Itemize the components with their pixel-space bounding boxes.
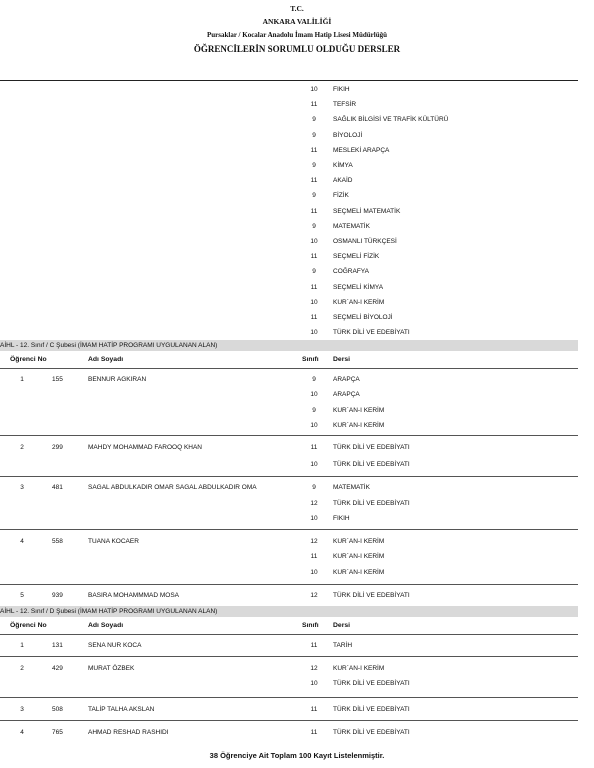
- course-row: [0, 175, 594, 186]
- course-name: SEÇMELİ BİYOLOJİ: [333, 314, 393, 321]
- course-name: FIKIH: [333, 515, 350, 523]
- course-row: [0, 389, 594, 400]
- col-grade: Sınıfı: [302, 356, 319, 363]
- course-name: TÜRK DİLİ VE EDEBİYATI: [333, 444, 410, 451]
- student-name: SAGAL ABDULKADIR OMAR SAGAL ABDULKADIR OMA: [88, 484, 257, 491]
- record-summary: 38 Öğrenciye Ait Toplam 100 Kayıt Listelenmiştir.: [209, 751, 385, 760]
- course-name: KUR`AN-I KERİM: [333, 665, 385, 672]
- student-name: SENA NUR KOCA: [88, 642, 142, 649]
- course-grade: 9: [312, 268, 316, 276]
- student-number: 131: [52, 642, 63, 649]
- header-rule: [0, 80, 578, 81]
- student-number: 508: [52, 706, 63, 713]
- course-row: [0, 84, 594, 95]
- col-name: Adı Soyadı: [88, 356, 124, 363]
- student-index: 3: [20, 484, 24, 491]
- header-school: Pursaklar / Kocalar Anadolu İmam Hatip Lisesi Müdürlüğü: [206, 31, 388, 39]
- course-name: FİZİK: [333, 192, 349, 200]
- course-name: KUR`AN-I KERİM: [333, 553, 385, 561]
- course-row: [0, 236, 594, 247]
- course-grade: 11: [310, 642, 318, 649]
- student-index: 4: [20, 729, 24, 736]
- course-row: [0, 420, 594, 431]
- student-row: [0, 536, 594, 547]
- student-separator: [0, 584, 578, 585]
- course-grade: 10: [310, 329, 318, 337]
- course-grade: 9: [312, 116, 316, 124]
- course-grade: 10: [310, 238, 318, 245]
- course-grade: 10: [310, 568, 318, 576]
- course-row: [0, 678, 594, 689]
- column-header-rule: [0, 634, 578, 635]
- course-name: TÜRK DİLİ VE EDEBİYATI: [333, 592, 410, 599]
- student-number: 429: [52, 665, 63, 672]
- course-row: [0, 405, 594, 416]
- student-name: BASIRA MOHAMMMAD MOSA: [88, 592, 180, 599]
- course-grade: 11: [310, 553, 318, 561]
- student-index: 4: [20, 538, 24, 545]
- course-name: SAĞLIK BİLGİSİ VE TRAFİK KÜLTÜRÜ: [333, 116, 449, 124]
- header-governorship: ANKARA VALİLİĞİ: [262, 17, 332, 26]
- course-grade: 10: [310, 515, 318, 523]
- student-separator: [0, 435, 578, 436]
- course-name: COĞRAFYA: [333, 268, 369, 276]
- course-name: BİYOLOJİ: [333, 131, 363, 139]
- course-name: FIKIH: [333, 86, 350, 93]
- course-row: [0, 498, 594, 509]
- col-grade: Sınıfı: [302, 622, 319, 629]
- student-name: BENNUR AGKIRAN: [88, 376, 147, 383]
- student-name: TUANA KOCAER: [88, 538, 139, 545]
- course-name: TÜRK DİLİ VE EDEBİYATI: [333, 499, 410, 507]
- course-name: KİMYA: [333, 162, 353, 169]
- course-grade: 12: [310, 665, 318, 672]
- course-row: [0, 251, 594, 262]
- course-row: [0, 145, 594, 156]
- student-separator: [0, 720, 578, 721]
- course-row: [0, 99, 594, 110]
- course-grade: 11: [310, 314, 318, 321]
- course-grade: 9: [312, 376, 316, 383]
- course-name: TÜRK DİLİ VE EDEBİYATI: [333, 329, 410, 337]
- student-number: 558: [52, 538, 63, 545]
- course-row: [0, 266, 594, 277]
- column-headers: [0, 620, 594, 632]
- course-grade: 11: [310, 444, 318, 451]
- col-student-no: Öğrenci No: [10, 622, 47, 629]
- course-grade: 12: [310, 538, 318, 545]
- student-row: [0, 482, 594, 493]
- student-row: [0, 704, 594, 715]
- col-student-no: Öğrenci No: [10, 356, 47, 363]
- course-grade: 9: [312, 484, 316, 491]
- course-grade: 10: [310, 298, 318, 306]
- student-index: 5: [20, 592, 24, 599]
- course-row: [0, 312, 594, 323]
- report-title: ÖĞRENCİLERİN SORUMLU OLDUĞU DERSLER: [193, 44, 401, 54]
- student-row: [0, 663, 594, 674]
- course-grade: 10: [310, 680, 318, 688]
- column-headers: [0, 354, 594, 366]
- student-row: [0, 374, 594, 385]
- student-name: TALİP TALHA AKSLAN: [88, 706, 155, 713]
- course-name: KUR`AN-I KERİM: [333, 406, 385, 414]
- course-name: TÜRK DİLİ VE EDEBİYATI: [333, 460, 410, 468]
- col-course: Dersi: [333, 356, 351, 363]
- course-name: ARAPÇA: [333, 376, 360, 383]
- student-number: 939: [52, 592, 63, 599]
- course-name: TARİH: [333, 642, 353, 649]
- course-grade: 11: [310, 146, 318, 154]
- section-title: AİHL - 12. Sınıf / D Şubesi (İMAM HATİP PROGRAMI UYGULANAN ALAN): [0, 608, 218, 615]
- course-grade: 9: [312, 162, 316, 169]
- course-row: [0, 206, 594, 217]
- course-name: OSMANLI TÜRKÇESİ: [333, 238, 397, 245]
- course-row: [0, 297, 594, 308]
- student-number: 155: [52, 376, 63, 383]
- student-index: 2: [20, 444, 24, 451]
- student-row: [0, 640, 594, 651]
- section-header: [0, 606, 578, 617]
- course-row: [0, 221, 594, 232]
- student-index: 1: [20, 376, 24, 383]
- student-separator: [0, 529, 578, 530]
- course-row: [0, 114, 594, 125]
- course-row: [0, 327, 594, 338]
- course-row: [0, 551, 594, 562]
- section-header: [0, 340, 578, 351]
- student-number: 299: [52, 444, 63, 451]
- student-row: [0, 590, 594, 601]
- student-index: 1: [20, 642, 24, 649]
- course-grade: 9: [312, 131, 316, 139]
- course-row: [0, 160, 594, 171]
- student-index: 2: [20, 665, 24, 672]
- course-row: [0, 130, 594, 141]
- course-grade: 10: [310, 86, 318, 93]
- course-grade: 9: [312, 406, 316, 414]
- course-grade: 11: [310, 283, 318, 291]
- course-row: [0, 567, 594, 578]
- student-number: 481: [52, 484, 63, 491]
- course-name: KUR`AN-I KERİM: [333, 538, 385, 545]
- course-row: [0, 282, 594, 293]
- course-grade: 11: [310, 253, 318, 261]
- course-name: SEÇMELİ FİZİK: [333, 253, 380, 261]
- course-row: [0, 190, 594, 201]
- column-header-rule: [0, 368, 578, 369]
- course-name: SEÇMELİ MATEMATİK: [333, 207, 401, 215]
- course-grade: 11: [310, 207, 318, 215]
- course-row: [0, 513, 594, 524]
- course-name: TÜRK DİLİ VE EDEBİYATI: [333, 680, 410, 688]
- course-name: MATEMATİK: [333, 222, 370, 230]
- student-separator: [0, 656, 578, 657]
- course-name: TEFSİR: [333, 101, 357, 109]
- student-index: 3: [20, 706, 24, 713]
- course-name: KUR`AN-I KERİM: [333, 298, 385, 306]
- course-name: TÜRK DİLİ VE EDEBİYATI: [333, 729, 410, 736]
- course-name: MATEMATİK: [333, 484, 370, 491]
- course-name: SEÇMELİ KİMYA: [333, 283, 384, 291]
- student-name: MAHDY MOHAMMAD FAROOQ KHAN: [88, 444, 203, 451]
- course-name: TÜRK DİLİ VE EDEBİYATI: [333, 706, 410, 713]
- student-name: AHMAD RESHAD RASHIDI: [88, 729, 169, 736]
- header-tc: T.C.: [290, 4, 304, 13]
- course-grade: 11: [310, 729, 318, 736]
- course-grade: 12: [310, 499, 318, 507]
- course-grade: 10: [310, 422, 318, 430]
- student-row: [0, 727, 594, 738]
- course-grade: 12: [310, 592, 318, 599]
- course-grade: 9: [312, 222, 316, 230]
- student-name: MURAT ÖZBEK: [88, 665, 135, 672]
- course-name: ARAPÇA: [333, 391, 360, 399]
- section-title: AİHL - 12. Sınıf / C Şubesi (İMAM HATİP PROGRAMI UYGULANAN ALAN): [0, 342, 218, 349]
- col-name: Adı Soyadı: [88, 622, 124, 629]
- course-name: MESLEKİ ARAPÇA: [333, 146, 390, 154]
- course-grade: 11: [310, 101, 318, 109]
- course-name: AKAİD: [333, 177, 353, 185]
- course-grade: 11: [310, 177, 318, 185]
- course-row: [0, 459, 594, 470]
- course-grade: 11: [310, 706, 318, 713]
- course-grade: 10: [310, 391, 318, 399]
- student-number: 765: [52, 729, 63, 736]
- course-grade: 9: [312, 192, 316, 200]
- student-row: [0, 442, 594, 453]
- student-separator: [0, 697, 578, 698]
- course-grade: 10: [310, 460, 318, 468]
- course-name: KUR`AN-I KERİM: [333, 568, 385, 576]
- col-course: Dersi: [333, 622, 351, 629]
- course-name: KUR`AN-I KERİM: [333, 422, 385, 430]
- student-separator: [0, 476, 578, 477]
